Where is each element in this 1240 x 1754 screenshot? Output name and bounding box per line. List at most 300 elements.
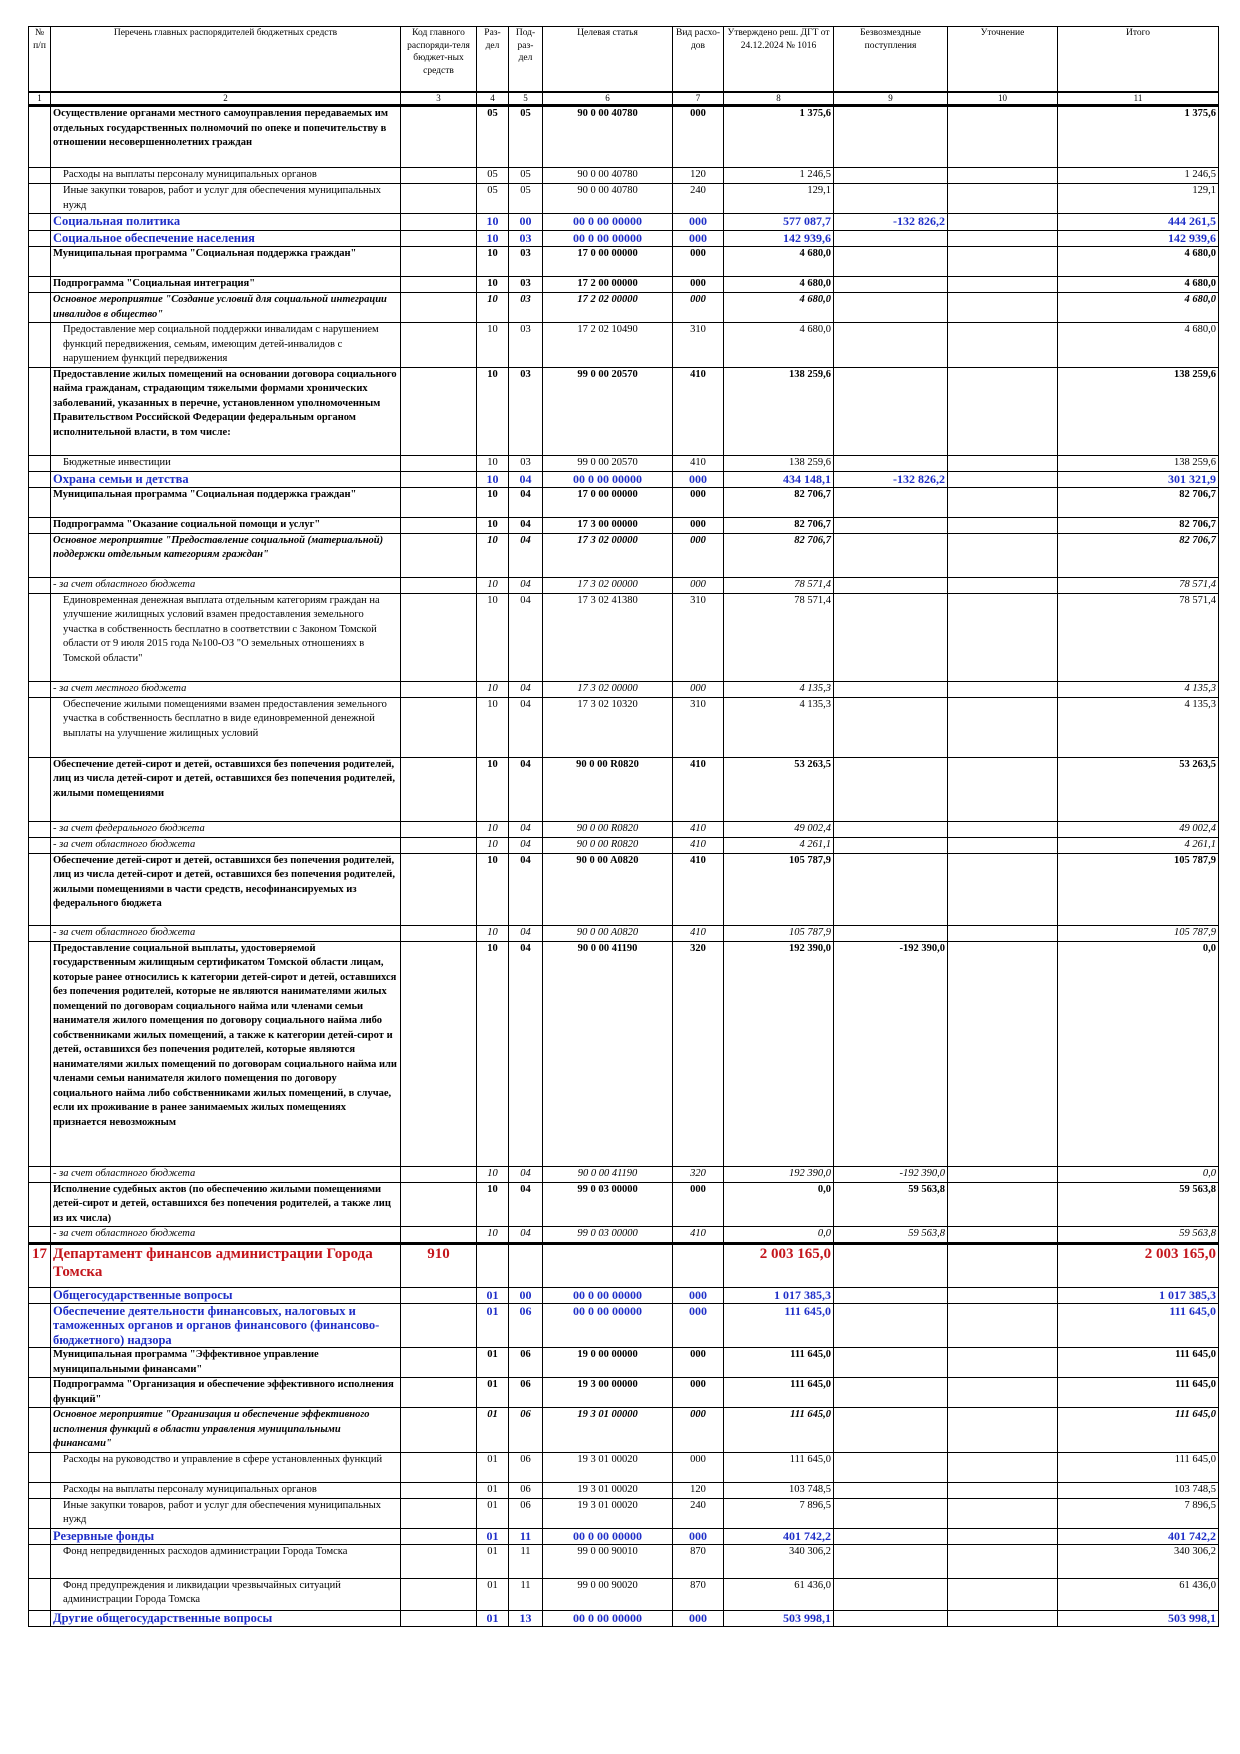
row-total: 0,0: [1058, 1166, 1219, 1182]
row-name: Обеспечение детей-сирот и детей, оставшихся без попечения родителей, лиц из числа детей-сирот и детей, оставшихся без попечения родителей, жилыми помещениями: [51, 757, 401, 821]
row-free-receipts: [834, 821, 948, 837]
row-razdel: 10: [477, 837, 509, 853]
row-razdel: 01: [477, 1378, 509, 1408]
row-target-item: 90 0 00 A0820: [543, 853, 673, 925]
row-code: [401, 231, 477, 247]
row-expense-type: 000: [673, 1610, 724, 1626]
row-expense-type: 240: [673, 184, 724, 214]
row-podrazdel: 04: [509, 821, 543, 837]
row-name: Единовременная денежная выплата отдельным категориям граждан на улучшение жилищных условий взамен предоставления земельного участка в собственность бесплатно в соответствии с Законом Томской области от 9 июля 2015 года №100-ОЗ "О земельных отношениях в Томской области": [51, 593, 401, 681]
row-podrazdel: 04: [509, 1182, 543, 1227]
row-clarification: [948, 517, 1058, 533]
row-expense-type: 410: [673, 925, 724, 941]
row-total: 82 706,7: [1058, 517, 1219, 533]
row-target-item: 17 0 00 00000: [543, 487, 673, 517]
row-total: 111 645,0: [1058, 1408, 1219, 1453]
row-podrazdel: 04: [509, 533, 543, 577]
column-number-row: [29, 92, 1219, 106]
table-row: [29, 184, 1219, 214]
row-expense-type: 000: [673, 1452, 724, 1482]
row-code: [401, 455, 477, 471]
row-code: 910: [401, 1243, 477, 1287]
table-row: [29, 821, 1219, 837]
row-expense-type: 120: [673, 1482, 724, 1498]
row-target-item: 00 0 00 00000: [543, 1303, 673, 1348]
row-approved: 1 246,5: [724, 168, 834, 184]
row-total: 105 787,9: [1058, 853, 1219, 925]
table-row: [29, 1498, 1219, 1528]
row-clarification: [948, 168, 1058, 184]
header-row: [29, 27, 1219, 93]
row-expense-type: 000: [673, 577, 724, 593]
row-number: [29, 1578, 51, 1610]
row-clarification: [948, 1498, 1058, 1528]
row-clarification: [948, 1348, 1058, 1378]
row-razdel: 01: [477, 1544, 509, 1578]
row-number: [29, 106, 51, 168]
row-expense-type: 000: [673, 1182, 724, 1227]
row-clarification: [948, 1544, 1058, 1578]
row-clarification: [948, 1610, 1058, 1626]
row-code: [401, 471, 477, 487]
row-razdel: 10: [477, 455, 509, 471]
table-row: [29, 1182, 1219, 1227]
row-name: Осуществление органами местного самоуправления передаваемых им отдельных государственных полномочий по опеке и попечительству в отношении несовершеннолетних граждан: [51, 106, 401, 168]
table-row: [29, 593, 1219, 681]
row-approved: 111 645,0: [724, 1452, 834, 1482]
row-approved: 82 706,7: [724, 487, 834, 517]
row-target-item: 90 0 00 41190: [543, 941, 673, 1166]
table-row: [29, 577, 1219, 593]
row-number: [29, 517, 51, 533]
row-podrazdel: 11: [509, 1544, 543, 1578]
row-target-item: 99 0 03 00000: [543, 1227, 673, 1244]
row-clarification: [948, 837, 1058, 853]
row-free-receipts: [834, 247, 948, 277]
row-approved: 192 390,0: [724, 941, 834, 1166]
row-podrazdel: 04: [509, 593, 543, 681]
row-name: Подпрограмма "Социальная интеграция": [51, 277, 401, 293]
table-row: [29, 106, 1219, 168]
row-number: [29, 577, 51, 593]
row-name: - за счет областного бюджета: [51, 1227, 401, 1244]
budget-table: [28, 26, 1219, 1627]
row-razdel: 01: [477, 1287, 509, 1303]
row-code: [401, 593, 477, 681]
row-number: [29, 168, 51, 184]
row-target-item: 90 0 00 A0820: [543, 925, 673, 941]
row-code: [401, 1452, 477, 1482]
table-row: [29, 1166, 1219, 1182]
row-name: - за счет областного бюджета: [51, 925, 401, 941]
row-expense-type: 410: [673, 757, 724, 821]
row-name: Общегосударственные вопросы: [51, 1287, 401, 1303]
table-row: [29, 1610, 1219, 1626]
row-razdel: 10: [477, 293, 509, 323]
header-name: Перечень главных распорядителей бюджетных средств: [51, 27, 401, 93]
row-total: 4 135,3: [1058, 681, 1219, 697]
row-expense-type: 410: [673, 853, 724, 925]
row-target-item: 99 0 00 90010: [543, 1544, 673, 1578]
row-clarification: [948, 106, 1058, 168]
table-row: [29, 455, 1219, 471]
row-approved: 49 002,4: [724, 821, 834, 837]
row-name: Расходы на руководство и управление в сфере установленных функций: [51, 1452, 401, 1482]
row-name: Другие общегосударственные вопросы: [51, 1610, 401, 1626]
row-code: [401, 1348, 477, 1378]
row-razdel: 10: [477, 533, 509, 577]
row-expense-type: 000: [673, 517, 724, 533]
row-name: - за счет федерального бюджета: [51, 821, 401, 837]
row-razdel: 01: [477, 1528, 509, 1544]
row-expense-type: 120: [673, 168, 724, 184]
table-row: [29, 487, 1219, 517]
row-total: 129,1: [1058, 184, 1219, 214]
row-code: [401, 293, 477, 323]
row-expense-type: 000: [673, 1378, 724, 1408]
row-razdel: 01: [477, 1610, 509, 1626]
row-number: [29, 487, 51, 517]
row-total: 503 998,1: [1058, 1610, 1219, 1626]
row-total: 138 259,6: [1058, 455, 1219, 471]
row-number: [29, 471, 51, 487]
row-code: [401, 184, 477, 214]
row-podrazdel: 04: [509, 697, 543, 757]
row-approved: 78 571,4: [724, 593, 834, 681]
table-row: [29, 837, 1219, 853]
row-expense-type: 000: [673, 1528, 724, 1544]
row-target-item: 99 0 00 20570: [543, 367, 673, 455]
row-number: [29, 1348, 51, 1378]
row-target-item: 90 0 00 R0820: [543, 821, 673, 837]
header-approved: Утверждено реш. ДГТ от 24.12.2024 № 1016: [724, 27, 834, 93]
row-podrazdel: [509, 1243, 543, 1287]
row-code: [401, 1408, 477, 1453]
row-approved: 111 645,0: [724, 1378, 834, 1408]
row-number: [29, 941, 51, 1166]
row-name: Обеспечение жилыми помещениями взамен предоставления земельного участка в собственность бесплатно в виде единовременной денежной выплаты на улучшение жилищных условий: [51, 697, 401, 757]
row-clarification: [948, 1408, 1058, 1453]
table-row: [29, 1303, 1219, 1348]
row-number: [29, 1227, 51, 1244]
row-expense-type: 870: [673, 1578, 724, 1610]
row-free-receipts: [834, 1303, 948, 1348]
row-total: 1 017 385,3: [1058, 1287, 1219, 1303]
row-podrazdel: 06: [509, 1378, 543, 1408]
row-podrazdel: 04: [509, 517, 543, 533]
row-target-item: 17 3 02 10320: [543, 697, 673, 757]
table-row: [29, 853, 1219, 925]
row-free-receipts: [834, 487, 948, 517]
row-number: [29, 1610, 51, 1626]
row-number: [29, 455, 51, 471]
row-podrazdel: 04: [509, 1166, 543, 1182]
table-row: [29, 757, 1219, 821]
header-free-receipts: Безвозмездные поступления: [834, 27, 948, 93]
row-razdel: 10: [477, 323, 509, 368]
table-row: [29, 1482, 1219, 1498]
row-number: [29, 1544, 51, 1578]
row-podrazdel: 06: [509, 1408, 543, 1453]
row-code: [401, 577, 477, 593]
row-expense-type: 410: [673, 837, 724, 853]
row-clarification: [948, 1166, 1058, 1182]
row-code: [401, 277, 477, 293]
row-podrazdel: 06: [509, 1303, 543, 1348]
row-code: [401, 681, 477, 697]
row-approved: 111 645,0: [724, 1408, 834, 1453]
row-free-receipts: [834, 577, 948, 593]
budget-table-page: [28, 26, 1218, 1627]
row-podrazdel: 04: [509, 681, 543, 697]
row-free-receipts: [834, 1578, 948, 1610]
row-expense-type: 000: [673, 487, 724, 517]
row-razdel: 10: [477, 697, 509, 757]
row-total: 111 645,0: [1058, 1452, 1219, 1482]
row-number: [29, 533, 51, 577]
row-number: [29, 925, 51, 941]
row-clarification: [948, 1303, 1058, 1348]
table-row: [29, 1528, 1219, 1544]
row-razdel: 10: [477, 247, 509, 277]
row-approved: 4 135,3: [724, 681, 834, 697]
row-free-receipts: [834, 533, 948, 577]
row-name: Расходы на выплаты персоналу муниципальных органов: [51, 1482, 401, 1498]
row-code: [401, 853, 477, 925]
row-expense-type: 410: [673, 367, 724, 455]
row-target-item: 99 0 00 20570: [543, 455, 673, 471]
row-total: 1 246,5: [1058, 168, 1219, 184]
row-clarification: [948, 941, 1058, 1166]
row-total: 53 263,5: [1058, 757, 1219, 821]
row-free-receipts: [834, 925, 948, 941]
row-clarification: [948, 1482, 1058, 1498]
row-total: 401 742,2: [1058, 1528, 1219, 1544]
table-row: [29, 517, 1219, 533]
row-name: Бюджетные инвестиции: [51, 455, 401, 471]
table-row: [29, 1452, 1219, 1482]
header-clarification: Уточнение: [948, 27, 1058, 93]
row-total: 49 002,4: [1058, 821, 1219, 837]
row-razdel: 01: [477, 1303, 509, 1348]
header-razdel: Раз-дел: [477, 27, 509, 93]
row-expense-type: 000: [673, 277, 724, 293]
row-target-item: 17 0 00 00000: [543, 247, 673, 277]
row-code: [401, 168, 477, 184]
row-podrazdel: 04: [509, 757, 543, 821]
row-clarification: [948, 593, 1058, 681]
row-expense-type: [673, 1243, 724, 1287]
row-free-receipts: [834, 853, 948, 925]
header-expense-type: Вид расхо-дов: [673, 27, 724, 93]
row-target-item: 00 0 00 00000: [543, 231, 673, 247]
row-approved: 192 390,0: [724, 1166, 834, 1182]
row-razdel: 01: [477, 1498, 509, 1528]
row-target-item: 00 0 00 00000: [543, 1610, 673, 1626]
row-free-receipts: [834, 1544, 948, 1578]
row-total: 4 680,0: [1058, 277, 1219, 293]
row-approved: 129,1: [724, 184, 834, 214]
header-podrazdel: Под-раз-дел: [509, 27, 543, 93]
row-clarification: [948, 1227, 1058, 1244]
row-number: [29, 821, 51, 837]
row-number: [29, 1528, 51, 1544]
row-approved: 7 896,5: [724, 1498, 834, 1528]
row-total: 340 306,2: [1058, 1544, 1219, 1578]
row-expense-type: 000: [673, 533, 724, 577]
row-free-receipts: 59 563,8: [834, 1182, 948, 1227]
row-number: [29, 1482, 51, 1498]
row-expense-type: 000: [673, 1287, 724, 1303]
row-podrazdel: 06: [509, 1348, 543, 1378]
row-approved: 105 787,9: [724, 925, 834, 941]
header-num: № п/п: [29, 27, 51, 93]
table-row: [29, 1227, 1219, 1244]
row-code: [401, 1578, 477, 1610]
row-number: [29, 593, 51, 681]
row-number: [29, 1452, 51, 1482]
row-expense-type: 320: [673, 1166, 724, 1182]
row-total: 59 563,8: [1058, 1182, 1219, 1227]
header-target-item: Целевая статья: [543, 27, 673, 93]
row-code: [401, 697, 477, 757]
row-razdel: 01: [477, 1482, 509, 1498]
row-free-receipts: [834, 1528, 948, 1544]
row-approved: 0,0: [724, 1227, 834, 1244]
row-podrazdel: 06: [509, 1498, 543, 1528]
row-approved: 105 787,9: [724, 853, 834, 925]
row-expense-type: 000: [673, 681, 724, 697]
row-clarification: [948, 367, 1058, 455]
row-razdel: 10: [477, 471, 509, 487]
row-podrazdel: 00: [509, 1287, 543, 1303]
row-code: [401, 367, 477, 455]
row-code: [401, 837, 477, 853]
row-code: [401, 1287, 477, 1303]
row-podrazdel: 04: [509, 941, 543, 1166]
row-free-receipts: [834, 106, 948, 168]
row-approved: 111 645,0: [724, 1348, 834, 1378]
row-target-item: 19 3 01 00000: [543, 1408, 673, 1453]
row-approved: 138 259,6: [724, 455, 834, 471]
row-approved: 138 259,6: [724, 367, 834, 455]
row-free-receipts: [834, 323, 948, 368]
row-free-receipts: [834, 1408, 948, 1453]
row-podrazdel: 11: [509, 1578, 543, 1610]
row-total: 4 680,0: [1058, 247, 1219, 277]
row-expense-type: 410: [673, 821, 724, 837]
row-razdel: 10: [477, 757, 509, 821]
row-target-item: 17 2 02 00000: [543, 293, 673, 323]
table-row: [29, 1578, 1219, 1610]
row-approved: 103 748,5: [724, 1482, 834, 1498]
row-podrazdel: 13: [509, 1610, 543, 1626]
row-name: Исполнение судебных актов (по обеспечению жилыми помещениями детей-сирот и детей, оставшихся без попечения родителей, а также лиц из их числа): [51, 1182, 401, 1227]
row-expense-type: 000: [673, 1348, 724, 1378]
row-number: [29, 184, 51, 214]
row-approved: 4 680,0: [724, 293, 834, 323]
row-free-receipts: -192 390,0: [834, 1166, 948, 1182]
department-row: [29, 1243, 1219, 1287]
header-code: Код главного распоряди-теля бюджет-ных средств: [401, 27, 477, 93]
row-target-item: 90 0 00 40780: [543, 106, 673, 168]
row-number: [29, 1303, 51, 1348]
row-total: 444 261,5: [1058, 214, 1219, 231]
column-number: 2: [51, 92, 401, 106]
table-row: [29, 1378, 1219, 1408]
row-clarification: [948, 821, 1058, 837]
row-podrazdel: 04: [509, 853, 543, 925]
row-podrazdel: 03: [509, 455, 543, 471]
row-podrazdel: 05: [509, 184, 543, 214]
row-target-item: 00 0 00 00000: [543, 1528, 673, 1544]
row-target-item: 17 3 00 00000: [543, 517, 673, 533]
row-name: Социальное обеспечение населения: [51, 231, 401, 247]
row-razdel: 05: [477, 106, 509, 168]
row-podrazdel: 04: [509, 471, 543, 487]
column-number: 7: [673, 92, 724, 106]
row-free-receipts: [834, 593, 948, 681]
row-approved: 4 135,3: [724, 697, 834, 757]
row-code: [401, 1182, 477, 1227]
row-name: Предоставление жилых помещений на основании договора социального найма гражданам, страдающим тяжелыми формами хронических заболеваний, указанных в перечне, установленном уполномоченным Правительством Российской Федерации федеральным органом исполнительной власти, в том числе:: [51, 367, 401, 455]
row-number: [29, 1378, 51, 1408]
row-free-receipts: [834, 757, 948, 821]
row-free-receipts: [834, 1610, 948, 1626]
table-row: [29, 168, 1219, 184]
row-number: [29, 367, 51, 455]
row-target-item: 17 3 02 00000: [543, 577, 673, 593]
column-number: 10: [948, 92, 1058, 106]
row-code: [401, 517, 477, 533]
row-free-receipts: -132 826,2: [834, 214, 948, 231]
table-row: [29, 681, 1219, 697]
row-clarification: [948, 697, 1058, 757]
row-clarification: [948, 853, 1058, 925]
row-free-receipts: -192 390,0: [834, 941, 948, 1166]
row-razdel: 05: [477, 168, 509, 184]
row-total: 1 375,6: [1058, 106, 1219, 168]
row-name: Основное мероприятие "Предоставление социальной (материальной) поддержки отдельным категориям граждан": [51, 533, 401, 577]
header-total: Итого: [1058, 27, 1219, 93]
row-target-item: 17 3 02 00000: [543, 533, 673, 577]
row-target-item: 90 0 00 40780: [543, 168, 673, 184]
row-podrazdel: 03: [509, 293, 543, 323]
table-row: [29, 1544, 1219, 1578]
row-clarification: [948, 681, 1058, 697]
row-podrazdel: 03: [509, 277, 543, 293]
row-razdel: 10: [477, 821, 509, 837]
row-name: Предоставление мер социальной поддержки инвалидам с нарушением функций передвижения, семьям, имеющим детей-инвалидов с нарушением функций передвижения: [51, 323, 401, 368]
row-approved: 340 306,2: [724, 1544, 834, 1578]
row-free-receipts: 59 563,8: [834, 1227, 948, 1244]
row-code: [401, 757, 477, 821]
row-podrazdel: 03: [509, 247, 543, 277]
row-name: Фонд предупреждения и ликвидации чрезвычайных ситуаций администрации Города Томска: [51, 1578, 401, 1610]
row-number: [29, 277, 51, 293]
row-razdel: 01: [477, 1452, 509, 1482]
row-clarification: [948, 1578, 1058, 1610]
row-name: Основное мероприятие "Организация и обеспечение эффективного исполнения функций в области управления муниципальными финансами": [51, 1408, 401, 1453]
row-podrazdel: 04: [509, 1227, 543, 1244]
row-free-receipts: [834, 1287, 948, 1303]
row-name: - за счет местного бюджета: [51, 681, 401, 697]
row-number: 17: [29, 1243, 51, 1287]
row-free-receipts: [834, 1348, 948, 1378]
row-free-receipts: [834, 455, 948, 471]
column-number: 9: [834, 92, 948, 106]
row-name: Фонд непредвиденных расходов администрации Города Томска: [51, 1544, 401, 1578]
